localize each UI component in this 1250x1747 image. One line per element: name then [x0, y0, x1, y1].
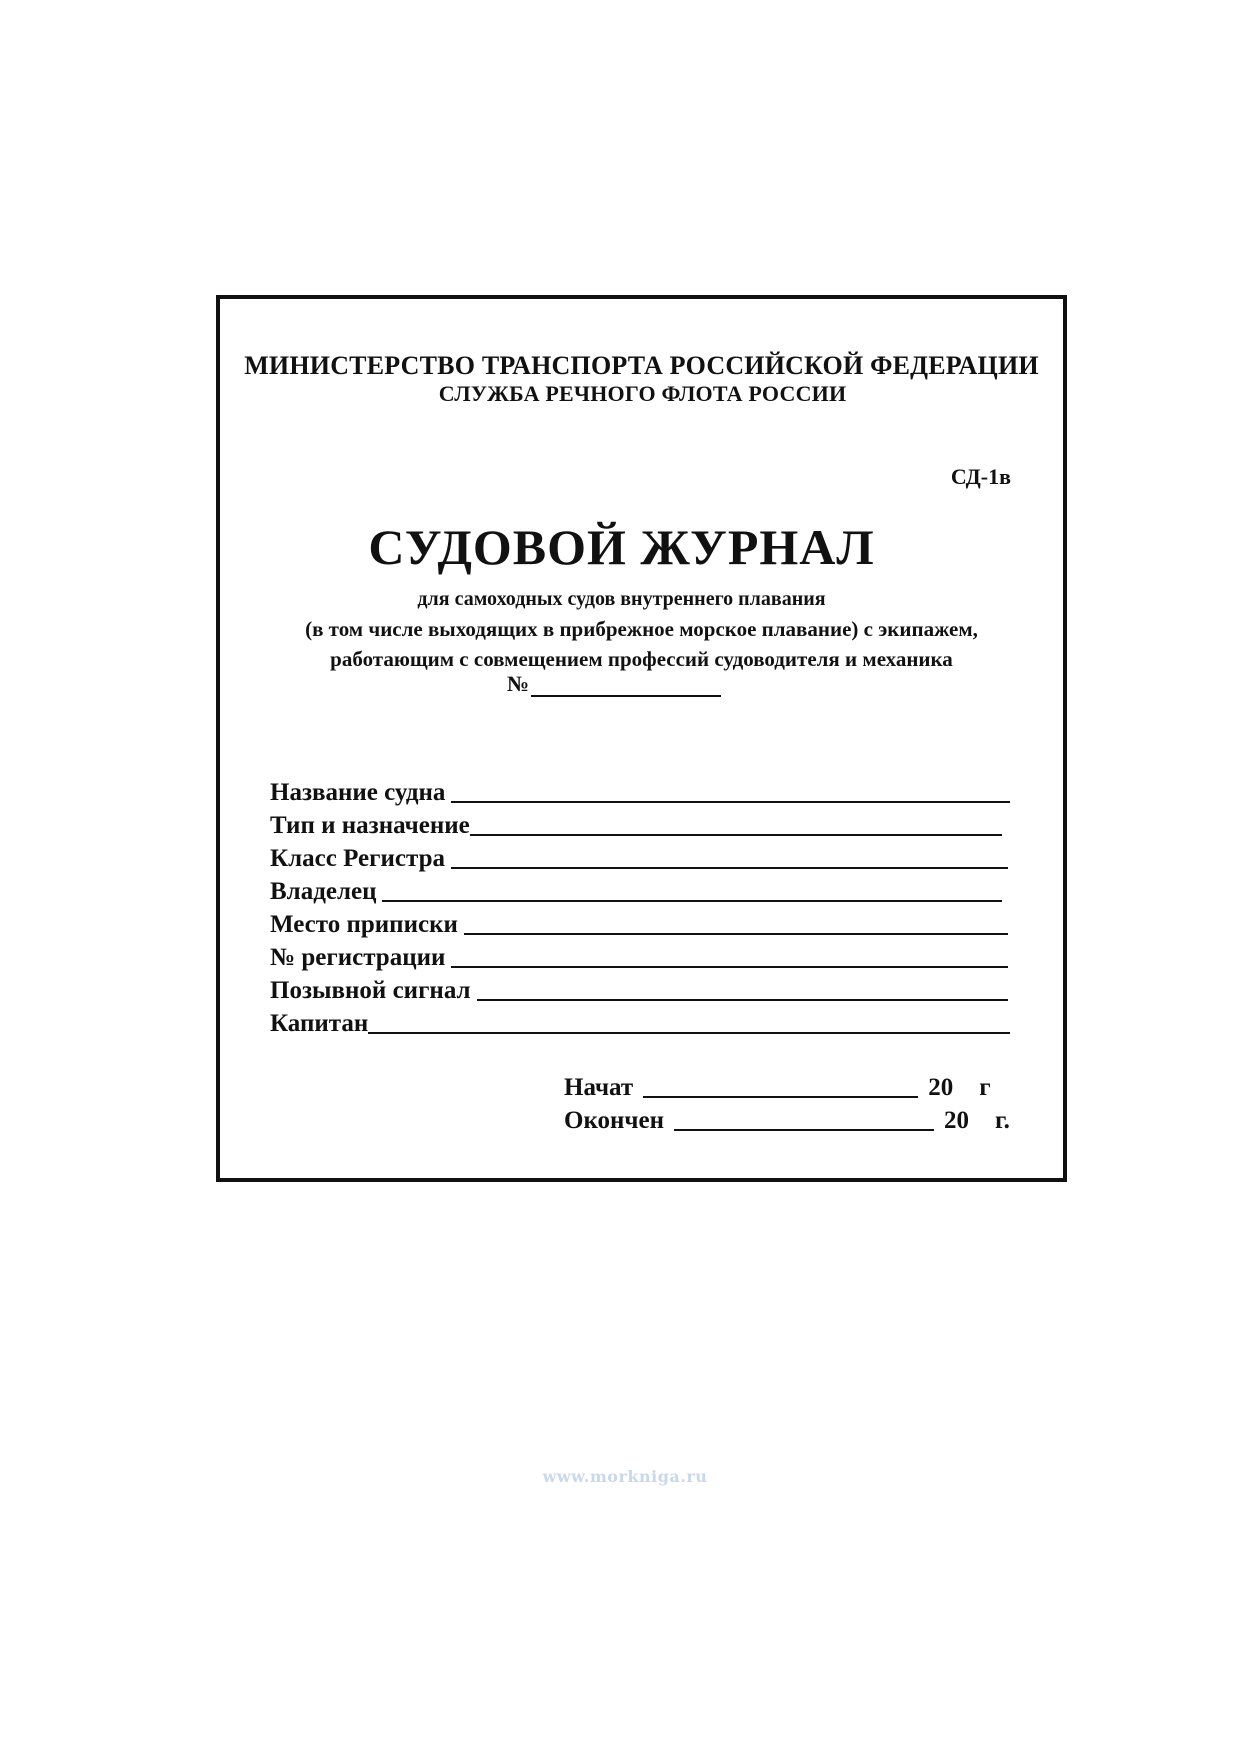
- started-year: 20: [928, 1074, 954, 1101]
- field-label: Позывной сигнал: [270, 977, 471, 1004]
- journal-dates: [564, 1069, 1044, 1135]
- date-ended: [564, 1102, 1044, 1135]
- field-label: Название судна: [270, 779, 446, 806]
- subtitle-line-2: (в том числе выходящих в прибрежное морское плавание) с экипажем,: [305, 617, 978, 641]
- started-blank-line: [643, 1074, 918, 1098]
- ended-label: Окончен: [564, 1107, 665, 1134]
- field-type-purpose: [270, 807, 1010, 840]
- journal-cover: [216, 295, 1067, 1182]
- field-blank-line: [470, 812, 1002, 836]
- number-blank-line: [531, 675, 721, 697]
- field-call-sign: [270, 972, 1010, 1005]
- field-label: Капитан: [270, 1010, 369, 1037]
- started-label: Начат: [564, 1074, 634, 1101]
- field-label: Место приписки: [270, 911, 458, 938]
- issuer-header: [220, 351, 1063, 407]
- field-label: Тип и назначение: [270, 812, 470, 839]
- service-name: СЛУЖБА РЕЧНОГО ФЛОТА РОССИИ: [438, 381, 847, 406]
- field-captain: [270, 1005, 1010, 1038]
- started-suffix: г: [979, 1074, 991, 1101]
- document-subtitle: [220, 584, 1063, 674]
- field-blank-line: [382, 878, 1002, 902]
- field-label: Класс Регистра: [270, 845, 445, 872]
- field-registration-number: [270, 939, 1010, 972]
- ended-year: 20: [944, 1107, 970, 1134]
- field-blank-line: [477, 977, 1008, 1001]
- document-title: СУДОВОЙ ЖУРНАЛ: [368, 519, 875, 575]
- field-blank-line: [464, 911, 1008, 935]
- number-label: №: [507, 671, 530, 696]
- subtitle-line-3: работающим с совмещением профессий судоводителя и механика: [330, 647, 953, 671]
- ended-blank-line: [674, 1107, 934, 1131]
- form-code: СД-1в: [950, 464, 1011, 489]
- site-watermark: www.morkniga.ru: [542, 1467, 708, 1486]
- date-started: [564, 1069, 1044, 1102]
- subtitle-line-1: для самоходных судов внутреннего плавания: [417, 588, 826, 610]
- field-owner: [270, 873, 1010, 906]
- field-blank-line: [451, 944, 1008, 968]
- field-label: № регистрации: [270, 944, 446, 971]
- field-label: Владелец: [270, 878, 377, 905]
- field-register-class: [270, 840, 1010, 873]
- ministry-name: МИНИСТЕРСТВО ТРАНСПОРТА РОССИЙСКОЙ ФЕДЕРАЦИИ: [244, 351, 1039, 380]
- field-blank-line: [451, 845, 1008, 869]
- ended-suffix: г.: [995, 1107, 1010, 1134]
- field-vessel-name: [270, 774, 1010, 807]
- vessel-info-fields: [270, 774, 1010, 1038]
- field-home-port: [270, 906, 1010, 939]
- field-blank-line: [368, 1010, 1010, 1034]
- field-blank-line: [451, 779, 1010, 803]
- journal-number-field: [507, 671, 721, 697]
